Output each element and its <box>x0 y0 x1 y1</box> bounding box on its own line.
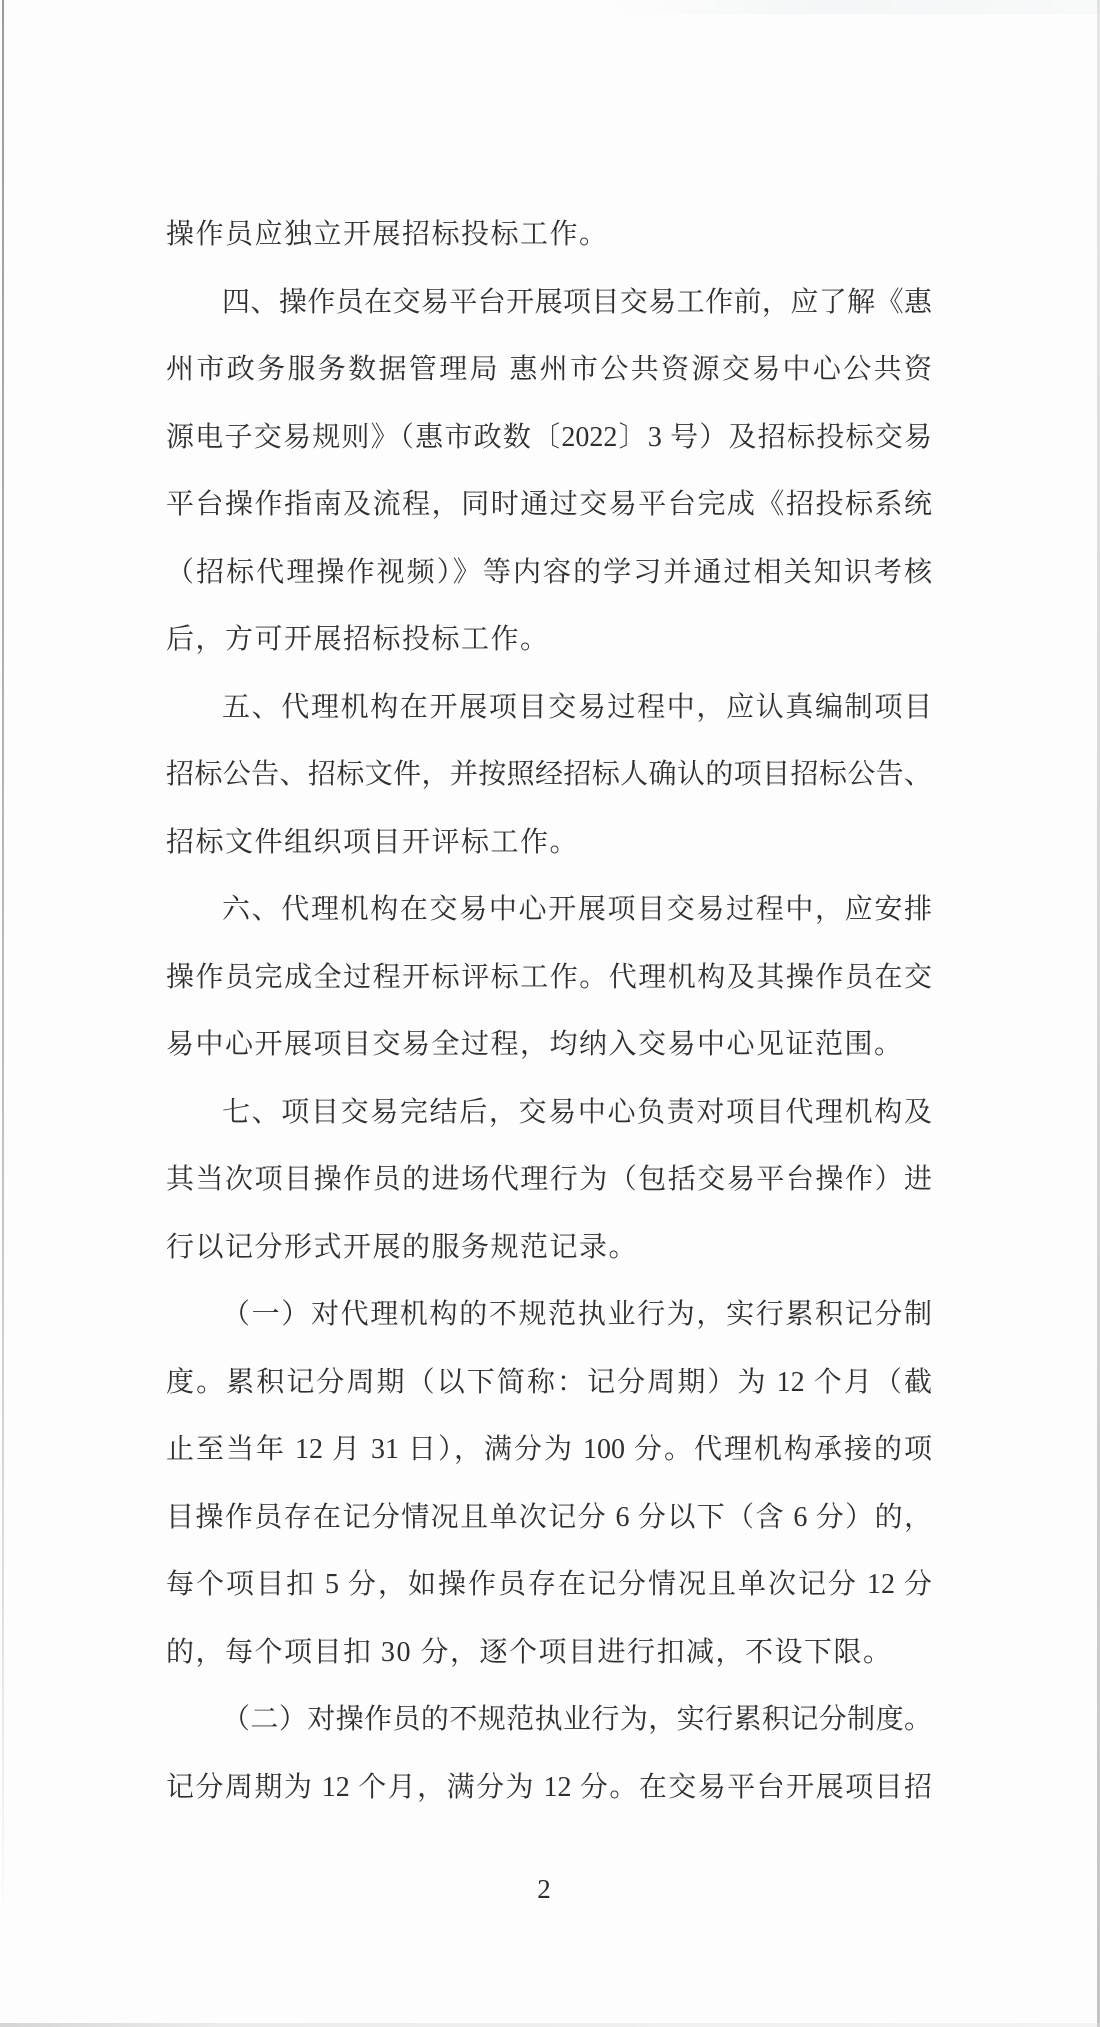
text-line: 的，每个项目扣 30 分，逐个项目进行扣减，不设下限。 <box>166 1636 893 1668</box>
text-line: 止至当年 12 月 31 日），满分为 100 分。代理机构承接的项 <box>166 1434 932 1465</box>
text-line: 操作员应独立开展招标投标工作。 <box>166 219 609 250</box>
text-line: 目操作员存在记分情况且单次记分 6 分以下（含 6 分）的， <box>166 1501 932 1533</box>
text-line: 源电子交易规则》（惠市政数〔2022〕3 号）及招标投标交易 <box>166 421 932 453</box>
text-line: 五、代理机构在开展项目交易过程中，应认真编制项目 <box>222 691 932 723</box>
scan-edge-left <box>2 0 4 2027</box>
text-line: 平台操作指南及流程，同时通过交易平台完成《招投标系统 <box>166 489 932 520</box>
text-line: 六、代理机构在交易中心开展项目交易过程中，应安排 <box>222 894 932 925</box>
document-body <box>166 201 932 1821</box>
text-line: （招标代理操作视频）》等内容的学习并通过相关知识考核 <box>166 556 932 588</box>
text-line: 行以记分形式开展的服务规范记录。 <box>166 1231 639 1263</box>
text-line: 度。累积记分周期（以下简称：记分周期）为 12 个月（截 <box>166 1366 932 1398</box>
text-line: 招标文件组织项目开评标工作。 <box>166 826 580 858</box>
text-line: 其当次项目操作员的进场代理行为（包括交易平台操作）进 <box>166 1164 932 1195</box>
text-line: 州市政务服务数据管理局 惠州市公共资源交易中心公共资 <box>166 354 932 385</box>
text-line: 易中心开展项目交易全过程，均纳入交易中心见证范围。 <box>166 1029 904 1060</box>
text-line: 操作员完成全过程开标评标工作。代理机构及其操作员在交 <box>166 961 932 993</box>
page-number: 2 <box>537 1874 551 1904</box>
scan-edge-bottom <box>0 2023 1100 2027</box>
text-line: （二）对操作员的不规范执业行为，实行累积记分制度。 <box>222 1704 932 1735</box>
scan-noise-top <box>0 0 1100 14</box>
text-line: 后，方可开展招标投标工作。 <box>166 624 550 655</box>
text-line: 记分周期为 12 个月，满分为 12 分。在交易平台开展项目招 <box>166 1771 932 1803</box>
text-line: 四、操作员在交易平台开展项目交易工作前，应了解《惠 <box>222 286 932 318</box>
text-line: 每个项目扣 5 分，如操作员存在记分情况且单次记分 12 分 <box>166 1569 932 1600</box>
text-line: 招标公告、招标文件，并按照经招标人确认的项目招标公告、 <box>166 759 932 790</box>
text-line: （一）对代理机构的不规范执业行为，实行累积记分制 <box>222 1299 932 1330</box>
text-line: 七、项目交易完结后，交易中心负责对项目代理机构及 <box>222 1096 932 1128</box>
